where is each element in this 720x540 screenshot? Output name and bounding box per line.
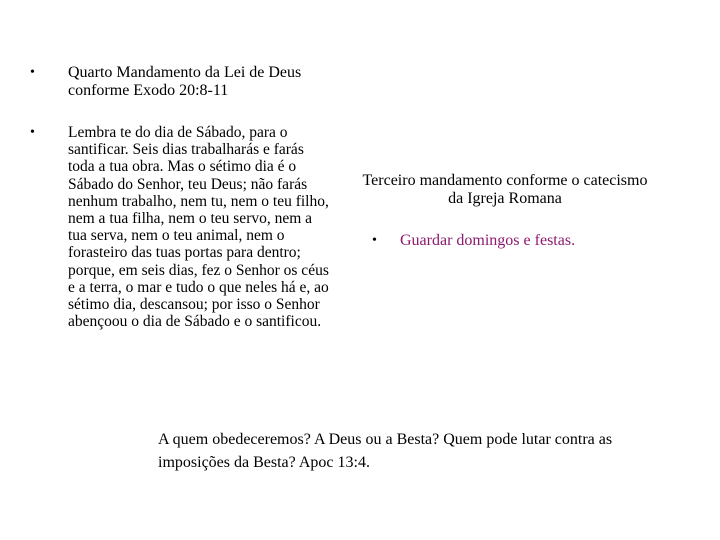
bullet: • <box>30 125 35 140</box>
closing-question: A quem obedeceremos? A Deus ou a Besta? Quem pode lutar contra as imposições da Besta? Apoc 13:4. <box>158 431 613 471</box>
bullet: • <box>372 233 377 248</box>
catechism-heading: Terceiro mandamento conforme o catecismo da Igreja Romana <box>362 172 648 207</box>
bullet: • <box>30 65 35 80</box>
catechism-item <box>372 232 660 250</box>
exodus-quote-item <box>30 124 330 330</box>
catechism-item-text: Guardar domingos e festas. <box>400 232 576 249</box>
commandment-title-item <box>30 64 338 100</box>
exodus-quote-text: Lembra te do dia de Sábado, para o santificar. Seis dias trabalharás e farás toda a tua obra. Mas o sétimo dia é o Sábado do Senhor, teu Deus; não farás nenhum trabalho, nem tu, nem o teu filho, nem a tua filha, nem o teu servo, nem a tua serva, nem o teu animal, nem o forasteiro das tuas portas para dentro; porque, em seis dias, fez o Senhor os céus e a terra, o mar e tudo o que neles há e, ao sétimo dia, descansou; por isso o Senhor abençoou o dia de Sábado e o santificou. <box>68 124 329 331</box>
commandment-title: Quarto Mandamento da Lei de Deus conforme Exodo 20:8-11 <box>68 64 302 99</box>
